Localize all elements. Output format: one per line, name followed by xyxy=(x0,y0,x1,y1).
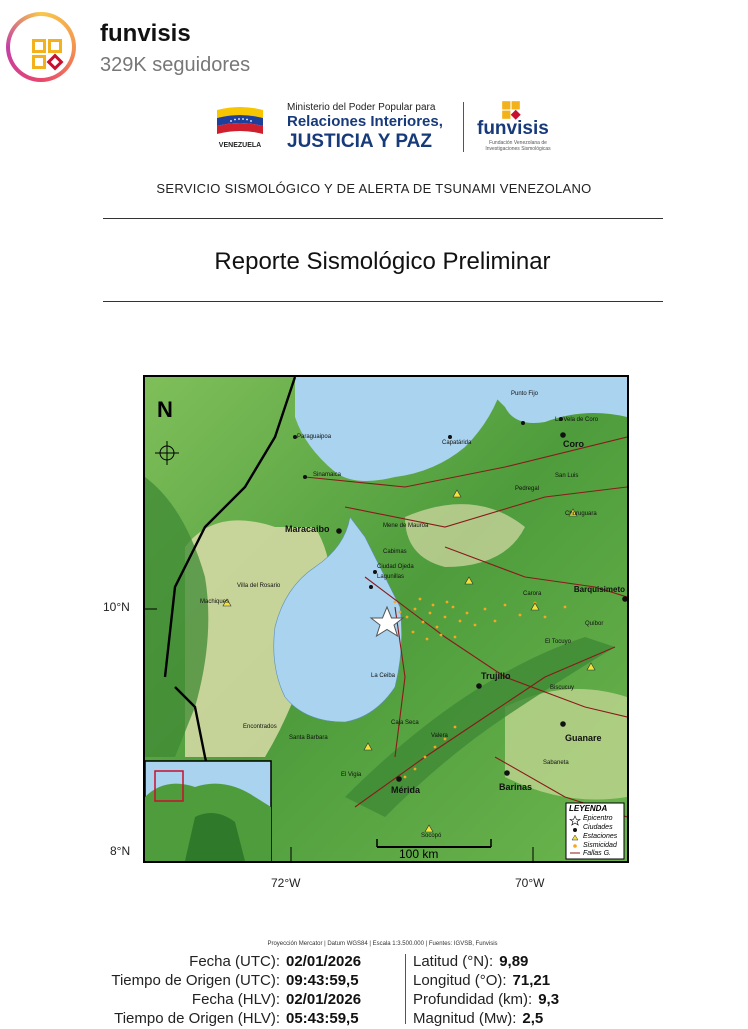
param-row xyxy=(0,952,361,972)
param-value: 2,5 xyxy=(522,1010,544,1027)
city-label: La Ceiba xyxy=(371,673,396,679)
city-label: Mérida xyxy=(391,785,421,795)
inset-map xyxy=(145,761,271,861)
lon-label-72w: 72°W xyxy=(271,876,301,890)
city-label: Punto Fijo xyxy=(511,391,539,397)
ministry-line-1: Ministerio del Poder Popular para xyxy=(287,102,436,113)
city-label: Barinas xyxy=(499,782,533,792)
param-row xyxy=(0,971,359,991)
legend-title: LEYENDA xyxy=(569,804,608,813)
param-value: 9,89 xyxy=(499,953,529,970)
service-name: SERVICIO SISMOLÓGICO Y DE ALERTA DE TSUNAMI VENEZOLANO xyxy=(156,181,592,196)
param-label: Tiempo de Origen (UTC): xyxy=(111,972,280,989)
legend-item-estaciones: Estaciones xyxy=(583,833,618,840)
param-row xyxy=(413,990,559,1010)
param-row xyxy=(413,971,550,991)
report-title: Reporte Sismológico Preliminar xyxy=(214,248,551,275)
follower-count: 329K seguidores xyxy=(100,54,251,76)
city-label: Trujillo xyxy=(481,671,511,681)
account-name[interactable]: funvisis xyxy=(100,20,191,47)
legend-item-epicentro: Epicentro xyxy=(583,815,613,822)
ministry-line-3: JUSTICIA Y PAZ xyxy=(287,131,432,152)
scale-label: 100 km xyxy=(399,847,439,861)
city-label: Coro xyxy=(563,439,584,449)
param-label: Profundidad (km): xyxy=(413,991,533,1008)
city-label: Santa Barbara xyxy=(289,735,328,741)
lat-label-8n: 8°N xyxy=(110,844,131,858)
city-label: Capatárida xyxy=(442,440,472,446)
param-row xyxy=(413,952,528,972)
funvisis-mark-icon xyxy=(501,100,521,120)
top-divider xyxy=(103,218,663,219)
city-label: Maracaibo xyxy=(285,524,330,534)
city-label: La Vela de Coro xyxy=(555,417,599,423)
param-divider xyxy=(405,954,406,1024)
bottom-divider xyxy=(103,301,663,302)
city-label: Valera xyxy=(431,733,448,739)
map-canvas xyxy=(145,377,627,861)
city-label: El Tocuyo xyxy=(545,639,571,645)
param-value: 09:43:59,5 xyxy=(286,972,359,989)
banner-divider xyxy=(463,102,464,152)
city-label: Machiques xyxy=(200,599,230,605)
seismic-map xyxy=(143,375,629,863)
city-label: Churuguara xyxy=(565,511,597,517)
param-row xyxy=(0,1009,359,1029)
param-value: 9,3 xyxy=(538,991,560,1008)
city-label: Socopó xyxy=(421,833,442,839)
projection-note: Proyección Mercator | Datum WGS84 | Escala 1:3.500.000 | Fuentes: IGVSB, Funvisis xyxy=(267,941,498,947)
city-label: Paraguaipoa xyxy=(297,434,332,440)
city-label: Sinamaica xyxy=(313,472,342,478)
flag-label: VENEZUELA xyxy=(218,142,262,149)
lat-label-10n: 10°N xyxy=(103,600,130,614)
city-label: Guanare xyxy=(565,733,602,743)
city-label: El Vigia xyxy=(341,772,362,778)
param-value: 02/01/2026 xyxy=(286,991,362,1008)
institution-banner xyxy=(205,98,565,160)
funvisis-logo-icon xyxy=(30,37,64,71)
legend-item-fallas: Fallas G. xyxy=(583,850,612,857)
param-label: Magnitud (Mw): xyxy=(413,1010,517,1027)
ministry-line-2: Relaciones Interiores, xyxy=(287,113,443,130)
legend-item-sismicidad: Sismicidad xyxy=(583,842,617,849)
param-value: 71,21 xyxy=(512,972,551,989)
legend-item-ciudades: Ciudades xyxy=(583,824,613,831)
city-label: Barquisimeto xyxy=(573,585,625,594)
city-label: Villa del Rosario xyxy=(237,583,281,589)
city-label: Quíbor xyxy=(585,621,604,627)
param-label: Longitud (°O): xyxy=(413,972,507,989)
param-label: Fecha (UTC): xyxy=(189,953,280,970)
city-label: Biscucuy xyxy=(550,685,575,691)
avatar[interactable] xyxy=(6,12,76,82)
param-value: 05:43:59,5 xyxy=(286,1010,359,1027)
city-label: Pedregal xyxy=(515,486,540,492)
param-row xyxy=(413,1009,543,1029)
venezuela-flag-icon xyxy=(215,104,265,138)
org-name: funvisis xyxy=(477,118,549,139)
city-label: Sabaneta xyxy=(543,760,569,766)
city-label: Mene de Mauroa xyxy=(383,523,429,529)
seismic-parameters xyxy=(0,952,748,1027)
post-header xyxy=(0,0,748,92)
param-row xyxy=(0,990,361,1010)
param-value: 02/01/2026 xyxy=(286,953,362,970)
org-subtitle: Fundación Venezolana de Investigaciones Sismológicas xyxy=(485,140,551,152)
city-label: Ciudad Ojeda xyxy=(377,564,414,570)
city-label: San Luis xyxy=(555,473,579,479)
param-label: Fecha (HLV): xyxy=(191,991,280,1008)
city-label: Caja Seca xyxy=(391,720,419,726)
city-label: Lagunillas xyxy=(377,574,405,580)
city-label: Encontrados xyxy=(243,724,277,730)
lon-label-70w: 70°W xyxy=(515,876,545,890)
north-label: N xyxy=(157,397,173,422)
city-label: Carora xyxy=(523,591,542,597)
param-label: Tiempo de Origen (HLV): xyxy=(114,1010,280,1027)
city-label: Cabimas xyxy=(383,549,407,555)
param-label: Latitud (°N): xyxy=(413,953,494,970)
